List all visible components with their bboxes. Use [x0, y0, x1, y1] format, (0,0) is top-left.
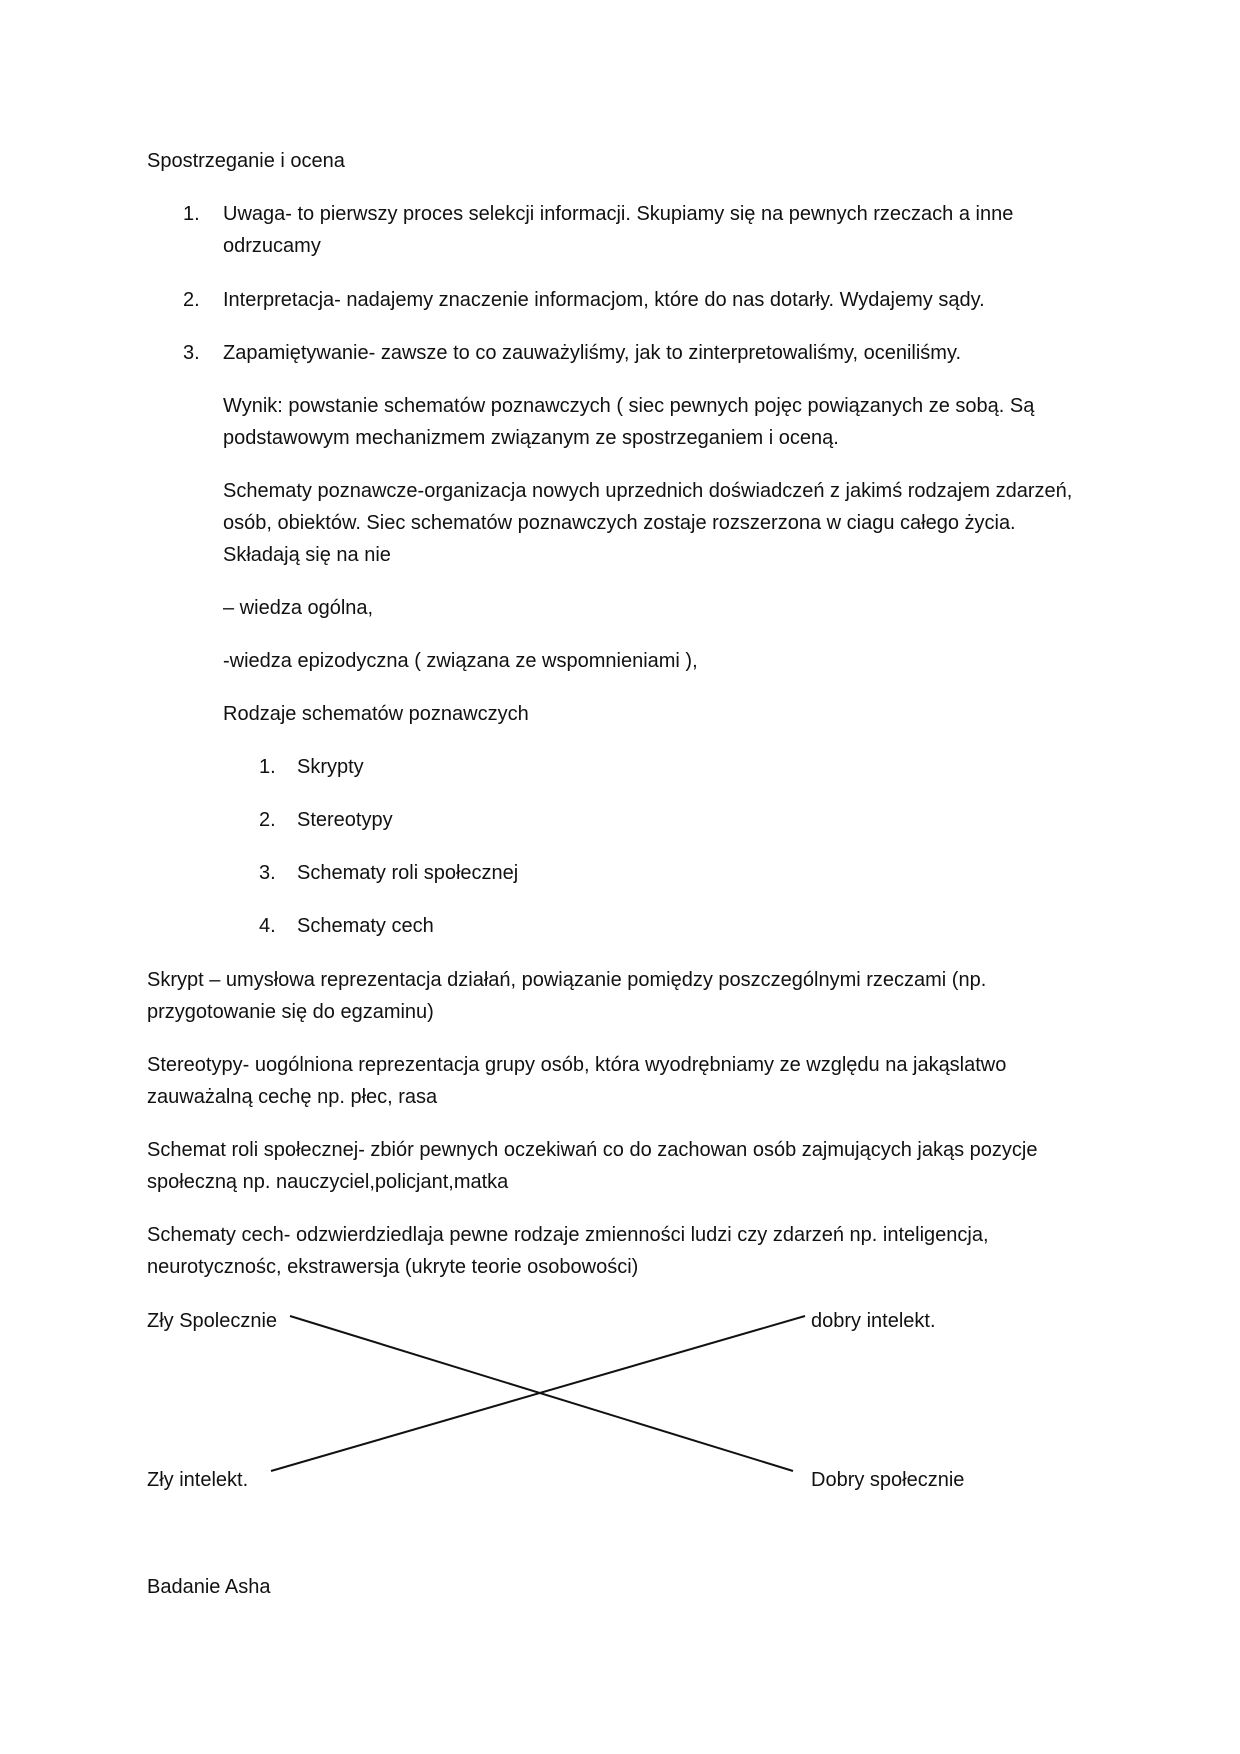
list-number: 3. [183, 342, 200, 364]
list-number: 2. [259, 809, 276, 831]
type-item-stereotypes: Stereotypy [297, 809, 393, 831]
list-item-attention: Uwaga- to pierwszy proces selekcji informacji. Skupiamy się na pewnych rzeczach a inne odrzucamy [223, 203, 1014, 257]
list-number: 4. [259, 915, 276, 937]
list-number: 3. [259, 862, 276, 884]
diagram-label-bottom-right: Dobry społecznie [811, 1469, 965, 1491]
types-heading: Rodzaje schematów poznawczych [223, 703, 529, 725]
diagram-label-bottom-left: Zły intelekt. [147, 1469, 249, 1491]
list-item-memorizing: Zapamiętywanie- zawsze to co zauważyliśmy, jak to zinterpretowaliśmy, oceniliśmy. [223, 342, 962, 364]
diagram-label-top-right: dobry intelekt. [811, 1310, 936, 1332]
definition-traits: Schematy cech- odzwierdziedlaja pewne rodzaje zmienności ludzi czy zdarzeń np. inteligencja, neurotycznośc, ekstrawersja (ukryte teorie osobowości) [147, 1224, 989, 1278]
definition-script: Skrypt – umysłowa reprezentacja działań, powiązanie pomiędzy poszczególnymi rzeczami (np. przygotowanie się do egzaminu) [147, 969, 987, 1023]
list-number: 1. [259, 756, 276, 778]
type-item-social-role: Schematy roli społecznej [297, 862, 519, 884]
type-item-scripts: Skrypty [297, 756, 364, 778]
definition-social-role: Schemat roli społecznej- zbiór pewnych oczekiwań co do zachowan osób zajmujących jakąs pozycje społeczną np. nauczyciel,policjant,matka [147, 1139, 1038, 1193]
diagonal-line-good-intellect-to-bad-intellect [271, 1316, 805, 1471]
result-paragraph: Wynik: powstanie schematów poznawczych ( siec pewnych pojęc powiązanych ze sobą. Są podstawowym mechanizmem związanym ze spostrzeganiem i oceną. [223, 395, 1035, 449]
type-item-traits: Schematy cech [297, 915, 434, 937]
definition-stereotypes: Stereotypy- uogólniona reprezentacja grupy osób, która wyodrębniamy ze względu na jakąslatwo zauważalną cechę np. płec, rasa [147, 1054, 1007, 1108]
list-number: 1. [183, 203, 200, 225]
list-number: 2. [183, 289, 200, 311]
general-knowledge-line: – wiedza ogólna, [223, 597, 374, 619]
schemas-paragraph: Schematy poznawcze-organizacja nowych uprzednich doświadczeń z jakimś rodzajem zdarzeń, osób, obiektów. Siec schematów poznawczych zostaje rozszerzona w ciagu całego życia. Składają się na nie [223, 480, 1073, 566]
diagram-label-top-left: Zły Spolecznie [147, 1310, 278, 1332]
list-item-interpretation: Interpretacja- nadajemy znaczenie informacjom, które do nas dotarły. Wydajemy sądy. [223, 289, 985, 311]
page-title: Spostrzeganie i ocena [147, 150, 345, 172]
episodic-knowledge-line: -wiedza epizodyczna ( związana ze wspomnieniami ), [223, 650, 698, 672]
footer-heading: Badanie Asha [147, 1576, 271, 1598]
